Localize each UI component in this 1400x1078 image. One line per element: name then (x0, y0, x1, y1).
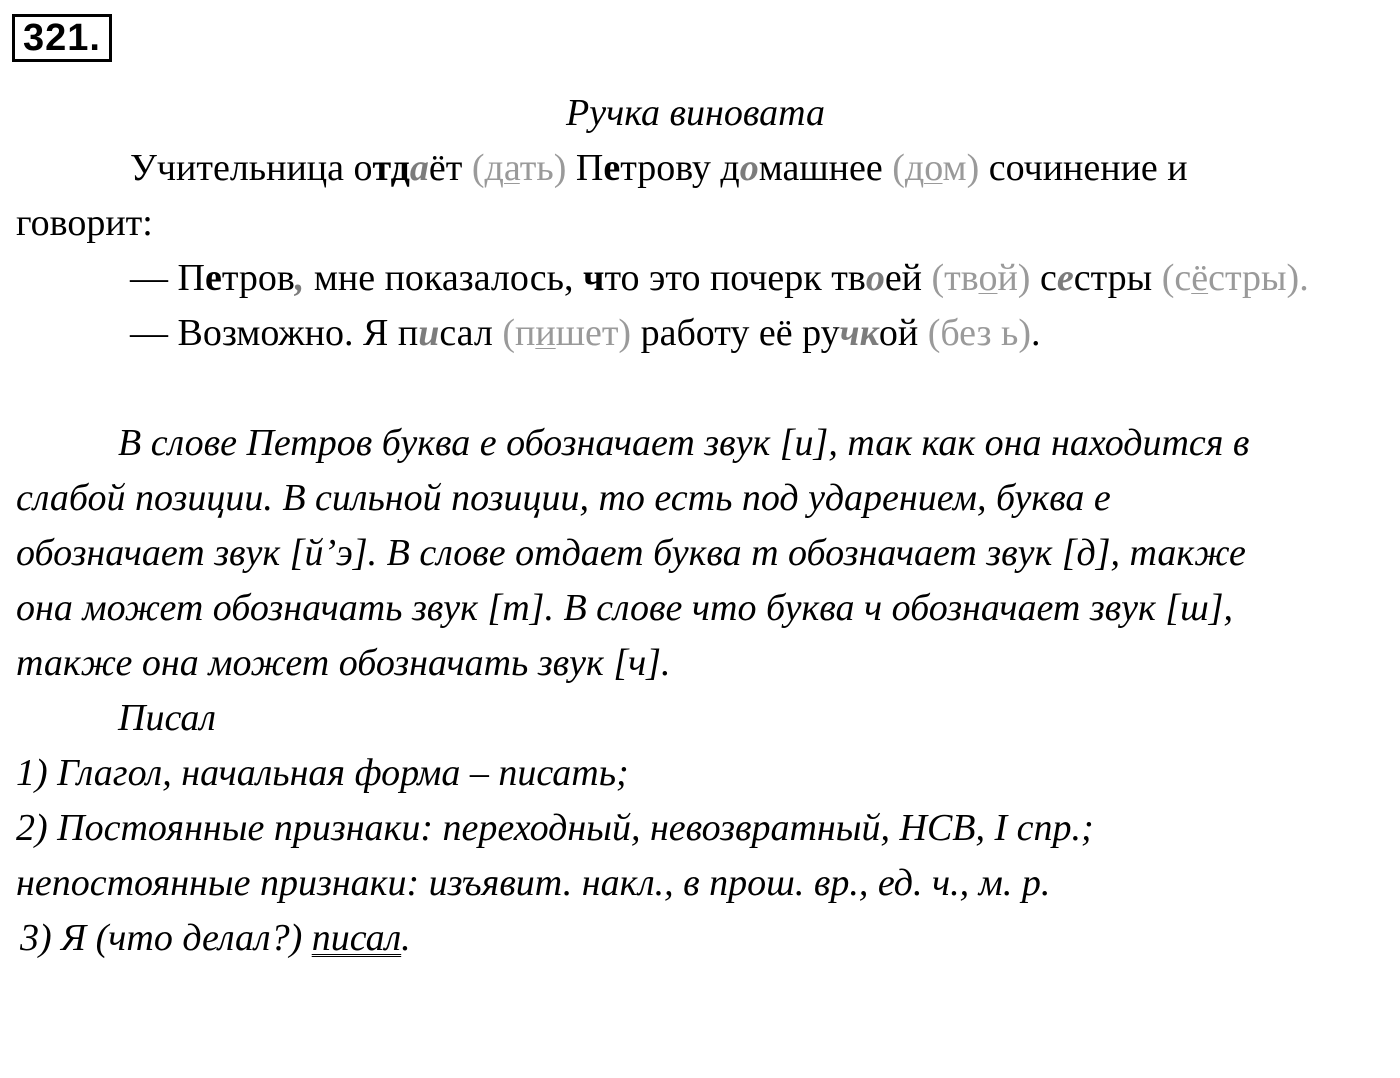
hint: (с (1161, 257, 1192, 299)
morph-point-1: 1) Глагол, начальная форма – писать; (16, 752, 629, 794)
morph-point-2-cont: непостоянные признаки: изъявит. накл., в прош. вр., ед. ч., м. р. (16, 862, 1051, 904)
analysis-line-3: обозначает звук [й’э]. В слове отдает буква т обозначает звук [д], также (16, 532, 1246, 574)
morph-word: Писал (118, 697, 216, 739)
analysis-line-4: она может обозначать звук [т]. В слове что буква ч обозначает звук [ш], (16, 587, 1234, 629)
story-line-2: говорит: (16, 202, 153, 244)
exercise-number: 321 (23, 17, 90, 59)
morph-point-3: 3) Я (что делал?) писал. (20, 917, 411, 959)
analysis-line-5: также она может обозначать звук [ч]. (16, 642, 671, 684)
exercise-number-box: 321. (12, 14, 112, 62)
analysis-line-1: В слове Петров буква е обозначает звук [и], так как она находится в (118, 422, 1250, 464)
morph-point-2: 2) Постоянные признаки: переходный, невозвратный, НСВ, I спр.; (16, 807, 1094, 849)
story-line-1: Учительница отдаёт (дать) Петрову домашнее (дом) сочинение и (130, 147, 1188, 189)
story-title: Ручка виновата (566, 92, 826, 134)
predicate-underlined: писал (311, 917, 402, 959)
hint: (п (502, 312, 536, 354)
story-line-3: — Петров, мне показалось, что это почерк твоей (твой) сестры (сёстры). (130, 257, 1309, 299)
hint: ( (892, 147, 905, 189)
hint: (без ь) (927, 312, 1031, 354)
hint: ( (471, 147, 485, 189)
story-line-4: — Возможно. Я писал (пишет) работу её ручкой (без ь). (130, 312, 1041, 354)
hint: (тв (931, 257, 979, 299)
analysis-line-2: слабой позиции. В сильной позиции, то есть под ударением, буква е (16, 477, 1111, 519)
